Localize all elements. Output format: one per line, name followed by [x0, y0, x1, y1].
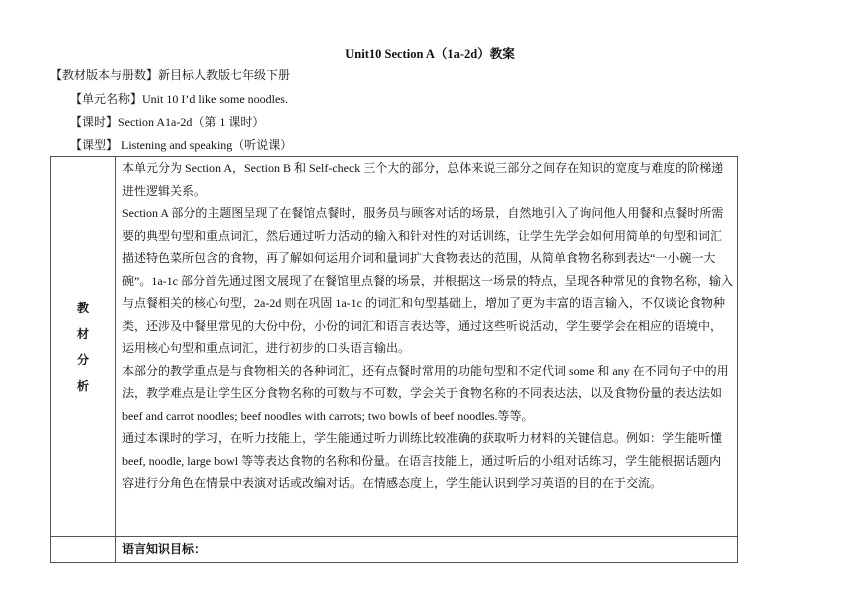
page-title: Unit10 Section A（1a-2d）教案 [345, 47, 515, 61]
label-char: 析 [76, 378, 89, 393]
label-char: 分 [76, 352, 89, 367]
goals-row [51, 537, 738, 563]
analysis-paragraph: 通过本课时的学习，在听力技能上，学生能通过听力训练比较准确的获取听力材料的关键信息。例如：学生能听懂 beef, noodle, large bowl 等等表达食物的名称和份量。在语言技能上，通过听后的小组对话练习，学生能根据话题内容进行分角色在情景中表演对话或改编对话。在情感态度上，学生能认识到学习英语的目的在于交流。 [122, 431, 723, 490]
goals-content-cell [116, 537, 738, 563]
type-line: 【课型】 Listening and speaking（听说课） [70, 138, 293, 152]
analysis-paragraph: 本部分的教学重点是与食物相关的各种词汇，还有点餐时常用的功能句型和不定代词 some 和 any 在不同句子中的用法，教学难点是让学生区分食物名称的可数与不可数，学会关于食物名称的不同表达法，以及食物份量的表达法如 beef and carrot noodles; beef noodles with carrots; two bowls of beef noodles.等等。 [122, 363, 729, 423]
analysis-paragraph: 本单元分为 Section A，Section B 和 Self-check 三个大的部分，总体来说三部分之间存在知识的宽度与难度的阶梯递进性逻辑关系。 [122, 161, 724, 198]
analysis-row [51, 157, 738, 537]
analysis-content-cell [116, 157, 738, 537]
label-char: 材 [76, 326, 89, 341]
unit-line: 【单元名称】Unit 10 I’d like some noodles. [70, 92, 288, 106]
goals-label-cell [51, 537, 116, 563]
analysis-paragraph: Section A 部分的主题图呈现了在餐馆点餐时，服务员与顾客对话的场景，自然地引入了询问他人用餐和点餐时所需要的典型句型和重点词汇，然后通过听力活动的输入和针对性的对话训练，让学生先学会如何用简单的句型和词汇描述特色菜所包含的食物，再了解如何运用介词和量词扩大食物表达的范围，从简单食物名称到表达“一小碗一大碗”。1a-1c 部分首先通过图文展现了在餐馆里点餐的场景，并根据这一场景的特点，呈现各种常见的食物名称，输入与点餐相关的核心句型，2a-2d 则在巩固 1a-1c 的词汇和句型基础上，增加了更为丰富的语言输入，不仅谈论食物种类，还涉及中餐里常见的大份中份，小份的词汇和语言表达等，通过这些听说活动，学生要学会在相应的语境中，运用核心句型和重点词汇，进行初步的口头语言输出。 [122, 206, 733, 355]
language-goal-label: 语言知识目标： [122, 542, 207, 556]
analysis-label-cell [51, 157, 116, 537]
lesson-plan-table [50, 156, 738, 563]
edition-line: 【教材版本与册数】新目标人教版七年级下册 [50, 68, 291, 82]
label-char: 教 [76, 300, 89, 315]
period-line: 【课时】Section A1a-2d（第 1 课时） [70, 115, 265, 129]
analysis-label [76, 295, 90, 399]
